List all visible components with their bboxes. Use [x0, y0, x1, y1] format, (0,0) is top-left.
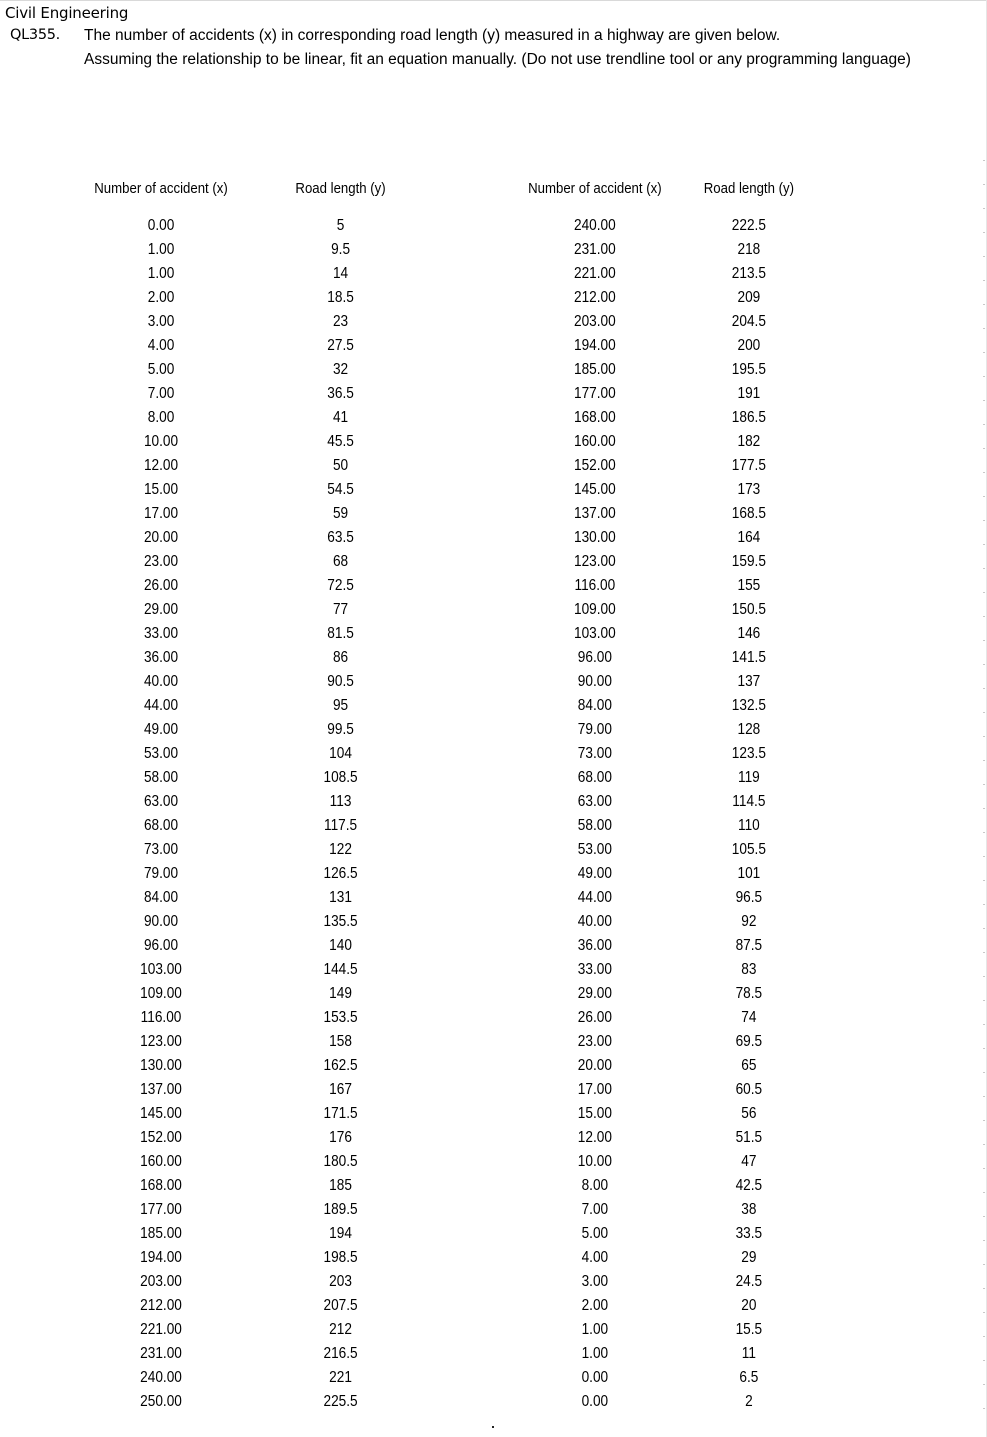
table-cell-y1: 36.5	[327, 385, 354, 402]
table-cell-y2: 78.5	[735, 985, 763, 1002]
table-cell-x1: 23.00	[143, 553, 179, 570]
table-cell-y1: 135.5	[323, 913, 358, 930]
table-cell-x2: 8.00	[581, 1177, 609, 1194]
table-cell-y2: 204.5	[731, 313, 766, 330]
table-cell-y2: 195.5	[731, 361, 766, 378]
table-cell-y1: 162.5	[323, 1057, 358, 1074]
table-cell-y2: 29	[741, 1249, 757, 1266]
table-cell-x2: 90.00	[577, 673, 612, 690]
table-cell-y1: 194	[329, 1225, 352, 1242]
table-cell-x1: 177.00	[140, 1201, 182, 1218]
stray-dot-mark	[492, 1426, 494, 1428]
table-cell-y2: 132.5	[731, 697, 766, 714]
table-cell-y2: 51.5	[735, 1129, 763, 1146]
table-cell-y2: 213.5	[731, 265, 766, 282]
table-cell-y2: 150.5	[731, 601, 766, 618]
table-cell-y2: 123.5	[731, 745, 766, 762]
table-cell-y2: 114.5	[732, 793, 766, 810]
table-cell-y1: 9.5	[331, 241, 351, 258]
table-cell-x1: 145.00	[140, 1105, 182, 1122]
column-x1	[89, 178, 233, 1414]
table-cell-y2: 11	[741, 1345, 756, 1362]
table-cell-x1: 29.00	[143, 601, 179, 618]
table-cell-x1: 10.00	[143, 433, 179, 450]
table-cell-y2: 96.5	[735, 889, 763, 906]
table-cell-x1: 53.00	[143, 745, 179, 762]
table-cell-x1: 15.00	[143, 481, 179, 498]
table-cell-x1: 116.00	[140, 1009, 182, 1026]
table-cell-y1: 149	[329, 985, 352, 1002]
table-cell-y2: 20	[741, 1297, 757, 1314]
table-cell-x2: 20.00	[577, 1057, 612, 1074]
table-cell-x1: 5.00	[147, 361, 175, 378]
table-cell-y1: 68	[332, 553, 349, 570]
table-cell-x2: 130.00	[574, 529, 616, 546]
page-top-border	[0, 0, 987, 1]
table-cell-y1: 32	[332, 361, 349, 378]
table-cell-y1: 212	[329, 1321, 352, 1338]
table-cell-x2: 109.00	[574, 601, 616, 618]
table-cell-y1: 14	[332, 265, 349, 282]
table-cell-y2: 200	[737, 337, 761, 354]
table-cell-x2: 73.00	[577, 745, 612, 762]
table-cell-x1: 58.00	[143, 769, 179, 786]
table-cell-x2: 231.00	[574, 241, 616, 258]
table-cell-y1: 95	[332, 697, 349, 714]
table-cell-x1: 4.00	[147, 337, 175, 354]
table-cell-y1: 185	[329, 1177, 352, 1194]
table-cell-y1: 144.5	[323, 961, 358, 978]
column-cells-y1	[288, 214, 394, 1414]
table-cell-y1: 5	[336, 217, 345, 234]
table-cell-y1: 81.5	[327, 625, 354, 642]
table-cell-x2: 145.00	[574, 481, 616, 498]
column-x2	[523, 178, 667, 1414]
table-cell-x2: 1.00	[581, 1321, 609, 1338]
table-cell-y1: 90.5	[327, 673, 354, 690]
table-cell-x2: 168.00	[574, 409, 616, 426]
table-cell-y2: 173	[737, 481, 761, 498]
table-cell-x2: 240.00	[574, 217, 616, 234]
table-cell-x2: 10.00	[577, 1153, 612, 1170]
table-cell-y2: 128	[737, 721, 761, 738]
table-cell-y1: 216.5	[323, 1345, 358, 1362]
table-cell-y1: 41	[332, 409, 349, 426]
table-cell-y1: 171.5	[323, 1105, 358, 1122]
table-cell-x1: 79.00	[143, 865, 179, 882]
table-cell-x1: 84.00	[143, 889, 179, 906]
column-header-x2: Number of accident (x)	[528, 180, 662, 197]
table-cell-x2: 4.00	[581, 1249, 609, 1266]
table-cell-x2: 2.00	[581, 1297, 609, 1314]
table-cell-x2: 33.00	[577, 961, 612, 978]
table-cell-x1: 3.00	[147, 313, 175, 330]
table-cell-x2: 221.00	[574, 265, 616, 282]
column-cells-x2	[523, 214, 667, 1414]
table-cell-x2: 194.00	[574, 337, 616, 354]
table-cell-x1: 49.00	[143, 721, 179, 738]
column-y1	[288, 178, 394, 1414]
table-cell-x2: 79.00	[577, 721, 612, 738]
table-cell-x2: 40.00	[577, 913, 612, 930]
table-cell-y2: 74	[741, 1009, 757, 1026]
table-cell-y1: 108.5	[323, 769, 358, 786]
table-cell-x1: 36.00	[143, 649, 179, 666]
table-cell-y2: 83	[741, 961, 757, 978]
table-cell-x2: 84.00	[577, 697, 612, 714]
table-cell-x2: 152.00	[574, 457, 616, 474]
table-cell-y1: 158	[329, 1033, 352, 1050]
table-cell-y2: 191	[737, 385, 761, 402]
table-cell-y2: 105.5	[731, 841, 766, 858]
table-cell-x2: 185.00	[574, 361, 616, 378]
table-cell-x2: 160.00	[574, 433, 616, 450]
table-cell-x1: 160.00	[140, 1153, 182, 1170]
table-cell-y1: 72.5	[327, 577, 354, 594]
table-cell-x2: 23.00	[577, 1033, 612, 1050]
table-cell-y1: 131	[329, 889, 352, 906]
table-cell-y1: 153.5	[323, 1009, 358, 1026]
table-cell-y2: 38	[741, 1201, 757, 1218]
table-cell-x1: 212.00	[140, 1297, 182, 1314]
table-cell-y1: 59	[332, 505, 349, 522]
table-cell-x2: 58.00	[577, 817, 612, 834]
table-cell-x2: 203.00	[574, 313, 616, 330]
table-cell-x2: 177.00	[574, 385, 616, 402]
table-cell-x1: 250.00	[140, 1393, 182, 1410]
table-cell-y2: 110	[738, 817, 760, 834]
table-cell-y1: 113	[329, 793, 352, 810]
table-cell-x1: 33.00	[143, 625, 179, 642]
table-cell-y1: 126.5	[323, 865, 358, 882]
table-cell-x1: 96.00	[143, 937, 179, 954]
table-cell-y2: 159.5	[731, 553, 766, 570]
table-cell-y2: 146	[737, 625, 761, 642]
table-cell-y2: 15.5	[735, 1321, 763, 1338]
table-cell-y2: 87.5	[735, 937, 763, 954]
table-cell-x1: 221.00	[140, 1321, 182, 1338]
table-cell-x2: 212.00	[574, 289, 616, 306]
table-cell-x2: 103.00	[574, 625, 616, 642]
column-header-y2: Road length (y)	[703, 180, 795, 197]
table-cell-y1: 54.5	[327, 481, 354, 498]
table-cell-y2: 209	[737, 289, 761, 306]
table-cell-y2: 164	[737, 529, 761, 546]
table-cell-x1: 185.00	[140, 1225, 182, 1242]
table-cell-x1: 20.00	[143, 529, 179, 546]
table-cell-y1: 86	[332, 649, 349, 666]
table-cell-y2: 101	[737, 865, 761, 882]
table-cell-x1: 123.00	[140, 1033, 182, 1050]
table-cell-y1: 189.5	[323, 1201, 358, 1218]
table-cell-x2: 53.00	[577, 841, 612, 858]
table-cell-y1: 50	[332, 457, 349, 474]
table-cell-y1: 180.5	[323, 1153, 358, 1170]
table-cell-y2: 222.5	[731, 217, 766, 234]
table-cell-y2: 65	[741, 1057, 757, 1074]
question-text-line-1: The number of accidents (x) in corresponding road length (y) measured in a highway are given below.	[84, 27, 781, 44]
table-cell-y1: 104	[329, 745, 352, 762]
table-cell-y1: 27.5	[327, 337, 354, 354]
table-cell-y2: 177.5	[731, 457, 766, 474]
table-cell-x1: 168.00	[140, 1177, 182, 1194]
right-edge-gridline-marks	[983, 160, 985, 1420]
column-y2	[698, 178, 800, 1414]
table-cell-x2: 123.00	[574, 553, 616, 570]
table-cell-x1: 203.00	[140, 1273, 182, 1290]
table-cell-x1: 0.00	[147, 217, 175, 234]
table-cell-x1: 68.00	[143, 817, 179, 834]
table-cell-y2: 141.5	[731, 649, 766, 666]
table-cell-x1: 130.00	[140, 1057, 182, 1074]
table-cell-x1: 7.00	[147, 385, 175, 402]
table-cell-x1: 17.00	[143, 505, 179, 522]
table-cell-x2: 0.00	[581, 1369, 609, 1386]
column-cells-y2	[698, 214, 800, 1414]
table-cell-y2: 137	[737, 673, 761, 690]
table-cell-x2: 17.00	[577, 1081, 612, 1098]
table-cell-y1: 176	[329, 1129, 352, 1146]
table-cell-x1: 12.00	[143, 457, 179, 474]
table-cell-y2: 155	[737, 577, 761, 594]
column-header-x1: Number of accident (x)	[94, 180, 228, 197]
table-cell-x2: 36.00	[577, 937, 612, 954]
table-cell-y2: 6.5	[739, 1369, 759, 1386]
table-cell-x2: 12.00	[577, 1129, 612, 1146]
table-cell-y2: 92	[741, 913, 757, 930]
table-cell-x2: 68.00	[577, 769, 612, 786]
table-cell-y1: 221	[329, 1369, 352, 1386]
table-cell-y2: 119	[738, 769, 760, 786]
table-cell-y2: 42.5	[735, 1177, 763, 1194]
table-cell-y2: 56	[741, 1105, 757, 1122]
table-cell-y1: 77	[332, 601, 349, 618]
table-cell-x2: 116.00	[574, 577, 616, 594]
table-cell-y1: 23	[332, 313, 349, 330]
table-cell-y1: 198.5	[323, 1249, 358, 1266]
table-cell-x2: 137.00	[574, 505, 616, 522]
table-cell-y1: 203	[329, 1273, 352, 1290]
question-code: QL355.	[10, 27, 60, 43]
table-cell-x2: 7.00	[581, 1201, 609, 1218]
table-cell-x1: 103.00	[140, 961, 182, 978]
table-cell-x2: 3.00	[581, 1273, 609, 1290]
table-cell-y1: 207.5	[323, 1297, 358, 1314]
table-cell-x2: 96.00	[577, 649, 612, 666]
table-cell-y2: 218	[737, 241, 761, 258]
table-cell-x1: 90.00	[143, 913, 179, 930]
table-cell-x2: 29.00	[577, 985, 612, 1002]
table-cell-x1: 109.00	[140, 985, 182, 1002]
table-cell-x1: 73.00	[143, 841, 179, 858]
table-cell-y2: 60.5	[735, 1081, 763, 1098]
column-header-y1: Road length (y)	[295, 180, 386, 197]
table-cell-y2: 186.5	[731, 409, 766, 426]
table-cell-y1: 117.5	[323, 817, 358, 834]
table-cell-y1: 18.5	[327, 289, 354, 306]
table-cell-y1: 99.5	[327, 721, 354, 738]
table-cell-y2: 33.5	[735, 1225, 763, 1242]
table-cell-x1: 63.00	[143, 793, 179, 810]
table-cell-y1: 63.5	[327, 529, 354, 546]
question-text-line-2: Assuming the relationship to be linear, fit an equation manually. (Do not use trendline tool or any programming language)	[84, 51, 911, 68]
table-cell-x1: 1.00	[147, 265, 175, 282]
table-cell-x1: 26.00	[143, 577, 179, 594]
table-cell-x1: 8.00	[147, 409, 175, 426]
table-cell-y2: 47	[741, 1153, 757, 1170]
column-cells-x1	[89, 214, 233, 1414]
table-cell-x1: 1.00	[147, 241, 175, 258]
table-cell-y2: 168.5	[731, 505, 766, 522]
table-cell-x2: 44.00	[577, 889, 612, 906]
table-cell-y1: 167	[329, 1081, 352, 1098]
table-cell-x1: 40.00	[143, 673, 179, 690]
table-cell-x2: 15.00	[577, 1105, 612, 1122]
table-cell-x2: 63.00	[577, 793, 612, 810]
subject-title: Civil Engineering	[5, 4, 129, 22]
table-cell-y2: 69.5	[735, 1033, 763, 1050]
table-cell-x1: 44.00	[143, 697, 179, 714]
table-cell-x2: 1.00	[581, 1345, 609, 1362]
table-cell-y1: 122	[329, 841, 352, 858]
table-cell-x1: 137.00	[140, 1081, 182, 1098]
table-cell-y1: 140	[329, 937, 352, 954]
table-cell-y1: 45.5	[327, 433, 354, 450]
table-cell-x1: 194.00	[140, 1249, 182, 1266]
table-cell-x2: 5.00	[581, 1225, 609, 1242]
table-cell-x1: 231.00	[140, 1345, 182, 1362]
table-cell-y2: 182	[737, 433, 761, 450]
table-cell-x2: 0.00	[581, 1393, 609, 1410]
table-cell-y2: 24.5	[735, 1273, 763, 1290]
table-cell-y2: 2	[745, 1393, 753, 1410]
table-cell-x2: 49.00	[577, 865, 612, 882]
table-cell-x1: 2.00	[147, 289, 175, 306]
table-cell-x1: 240.00	[140, 1369, 182, 1386]
table-cell-y1: 225.5	[323, 1393, 358, 1410]
table-cell-x2: 26.00	[577, 1009, 612, 1026]
table-cell-x1: 152.00	[140, 1129, 182, 1146]
